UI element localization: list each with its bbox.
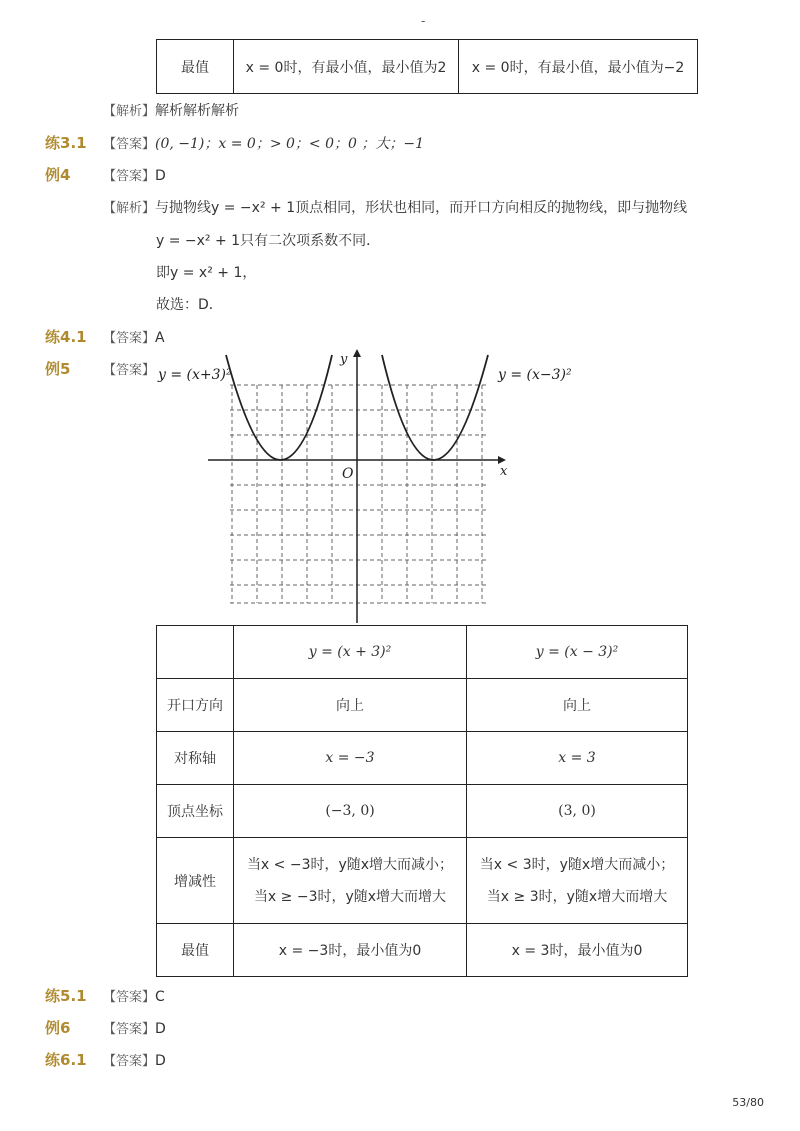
dashed-grid xyxy=(230,385,486,603)
jiexi-text: 与抛物线y = −x² + 1顶点相同，形状也相同，而开口方向相反的抛物线，即与抛物线 xyxy=(155,200,688,216)
answer-4 xyxy=(103,165,166,184)
item-4: 例4 xyxy=(45,166,71,184)
jiexi-4-line4: 故选：D． xyxy=(156,297,223,313)
table-row xyxy=(157,732,688,785)
jiexi-4-line2: y = −x² + 1只有二次项系数不同． xyxy=(156,233,381,249)
row-label: 开口方向 xyxy=(157,679,234,732)
jiexi-label: 【解析】 xyxy=(103,104,156,119)
jiexi-label: 【解析】 xyxy=(103,201,156,216)
row-label: 对称轴 xyxy=(157,732,234,785)
row-left: x = −3 xyxy=(234,732,467,785)
parabola-graph xyxy=(150,345,572,625)
item-6: 例6 xyxy=(45,1019,71,1037)
answer-5-1 xyxy=(103,986,165,1005)
row-right: (3, 0) xyxy=(467,785,688,838)
item-3-1 xyxy=(45,132,87,153)
table-row xyxy=(157,838,688,924)
row-label: 最值 xyxy=(157,924,234,977)
row-right: x = 3 xyxy=(467,732,688,785)
answer-label: 【答案】 xyxy=(103,137,156,152)
item-6-1: 练6.1 xyxy=(45,1051,87,1069)
top-table-right: x = 0时，有最小值，最小值为−2 xyxy=(459,40,698,94)
answer-label: 【答案】 xyxy=(103,1054,156,1069)
answer-4-1 xyxy=(103,327,165,346)
jiexi-1 xyxy=(103,100,239,120)
answer-label: 【答案】 xyxy=(103,1022,156,1037)
origin-label: O xyxy=(342,466,354,482)
y-axis-arrow xyxy=(353,349,361,357)
row-right xyxy=(467,838,688,924)
top-table xyxy=(156,39,698,94)
top-table-row-label: 最值 xyxy=(157,40,234,94)
right-curve-label: y = (x−3)² xyxy=(498,367,572,383)
x-axis-label: x xyxy=(500,464,508,479)
row-right: 向上 xyxy=(467,679,688,732)
answer-text: (0, −1)；x = 0；> 0；< 0；0 ；大；−1 xyxy=(155,136,424,152)
answer-6-1 xyxy=(103,1050,166,1069)
y-axis-label: y xyxy=(340,352,348,367)
answer-3-1 xyxy=(103,133,424,153)
row-left-line1: 当x < −3时，y随x增大而减小； xyxy=(246,856,454,873)
answer-label: 【答案】 xyxy=(103,331,156,346)
properties-table xyxy=(156,625,688,977)
row-left: (−3, 0) xyxy=(234,785,467,838)
table-row xyxy=(157,924,688,977)
row-left xyxy=(234,838,467,924)
answer-6 xyxy=(103,1018,166,1037)
answer-5 xyxy=(103,359,155,378)
table-header-left: y = (x + 3)² xyxy=(234,626,467,679)
left-curve-label: y = (x+3)² xyxy=(158,367,232,383)
answer-text: A xyxy=(155,330,165,346)
x-axis-arrow xyxy=(498,456,506,464)
item-5: 例5 xyxy=(45,360,71,378)
left-parabola xyxy=(226,355,332,460)
row-left-line2: 当x ≥ −3时，y随x增大而增大 xyxy=(253,888,447,905)
table-row xyxy=(157,679,688,732)
table-header-empty xyxy=(157,626,234,679)
answer-label: 【答案】 xyxy=(103,363,156,378)
item-4-1: 练4.1 xyxy=(45,328,87,346)
row-right-line1: 当x < 3时，y随x增大而减小； xyxy=(479,856,675,873)
top-mark: - xyxy=(421,14,426,28)
row-label: 增减性 xyxy=(157,838,234,924)
row-right-line2: 当x ≥ 3时，y随x增大而增大 xyxy=(486,888,668,905)
item-prefix: 练3.1 xyxy=(45,134,87,152)
page-number: 53/80 xyxy=(732,1096,764,1109)
answer-label: 【答案】 xyxy=(103,990,156,1005)
row-left: x = −3时，最小值为0 xyxy=(234,924,467,977)
jiexi-4-line3: 即y = x² + 1， xyxy=(156,265,257,281)
table-header-right: y = (x − 3)² xyxy=(467,626,688,679)
answer-text: C xyxy=(155,989,165,1005)
jiexi-4-line1 xyxy=(103,197,687,217)
answer-text: D xyxy=(155,1053,166,1069)
row-right: x = 3时，最小值为0 xyxy=(467,924,688,977)
table-row xyxy=(157,785,688,838)
item-5-1: 练5.1 xyxy=(45,987,87,1005)
jiexi-text: 解析解析解析 xyxy=(155,103,240,119)
answer-label: 【答案】 xyxy=(103,169,156,184)
row-left: 向上 xyxy=(234,679,467,732)
right-parabola xyxy=(382,355,488,460)
top-table-left: x = 0时，有最小值，最小值为2 xyxy=(234,40,459,94)
answer-text: D xyxy=(155,168,166,184)
row-label: 顶点坐标 xyxy=(157,785,234,838)
answer-text: D xyxy=(155,1021,166,1037)
